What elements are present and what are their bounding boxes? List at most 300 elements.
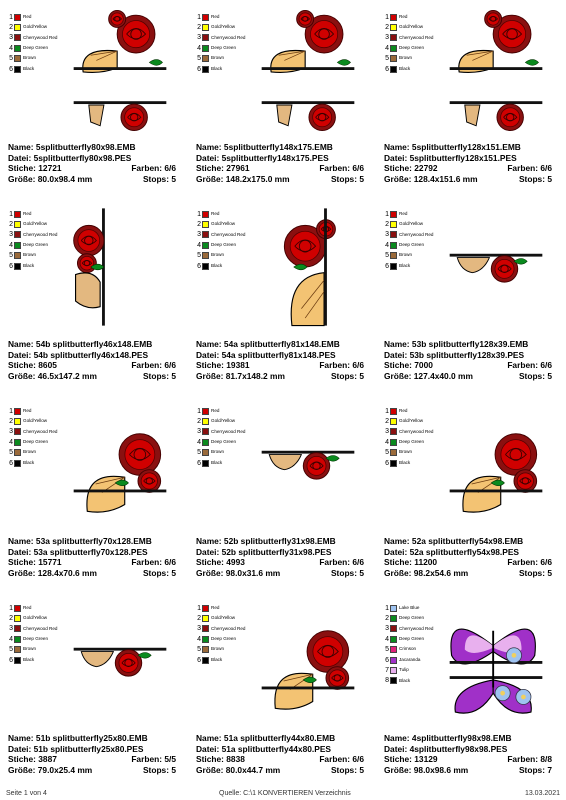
thread-swatch (202, 14, 209, 21)
design-size-row: Größe: 98.2x54.6 mm Stops: 5 (384, 567, 552, 578)
thread-number: 2 (385, 24, 389, 32)
design-info (8, 142, 176, 184)
design-card (2, 0, 182, 196)
thread-number: 1 (197, 407, 201, 415)
thread-number: 4 (197, 241, 201, 249)
thread-number: 3 (197, 231, 201, 239)
thread-swatch (14, 615, 21, 622)
thread-swatch (202, 605, 209, 612)
design-card (378, 591, 558, 787)
thread-swatch (390, 55, 397, 62)
thread-swatch (390, 439, 397, 446)
design-card (378, 0, 558, 196)
embroidery-preview (256, 6, 360, 134)
thread-number: 2 (197, 615, 201, 623)
thread-number: 2 (9, 221, 13, 229)
thread-name: Deep Green (211, 242, 237, 248)
print-date: 13.03.2021 (524, 790, 560, 797)
design-card (2, 394, 182, 590)
design-file: Datei: 54b splitbutterfly46x148.PES (8, 349, 149, 360)
thread-name: Black (211, 65, 223, 71)
thread-swatch (14, 242, 21, 249)
thread-name: Red (23, 210, 32, 216)
thread-swatch (390, 605, 397, 612)
thread-swatch (390, 24, 397, 31)
design-size-row: Größe: 46.5x147.2 mm Stops: 5 (8, 370, 176, 381)
thread-number: 2 (385, 615, 389, 623)
thread-number: 1 (9, 13, 13, 21)
design-card (378, 197, 558, 393)
thread-number: 4 (9, 438, 13, 446)
thread-swatch (202, 657, 209, 664)
thread-name: Black (211, 262, 223, 268)
design-name: Name: 51a splitbutterfly44x80.EMB (196, 733, 336, 743)
design-name: Name: 52a splitbutterfly54x98.EMB (384, 536, 524, 546)
thread-number: 1 (385, 210, 389, 218)
design-info (8, 339, 176, 381)
thread-swatch (202, 408, 209, 415)
thread-name: Deep Green (211, 439, 237, 445)
thread-name: Red (399, 13, 408, 19)
thread-name: Cherrywood Red (211, 428, 246, 434)
design-name: Name: 53a splitbutterfly70x128.EMB (8, 536, 152, 546)
thread-swatch (14, 657, 21, 664)
thread-swatch (390, 231, 397, 238)
thread-name: Cherrywood Red (23, 625, 58, 631)
thread-name: Brown (211, 449, 225, 455)
design-stitches-row: Stiche: 8838 Farben: 6/6 (196, 754, 364, 765)
thread-number: 5 (197, 252, 201, 260)
thread-swatch (390, 263, 397, 270)
thread-number: 4 (385, 241, 389, 249)
thread-number: 6 (197, 262, 201, 270)
thread-number: 5 (9, 55, 13, 63)
thread-name: Gold/Yellow (399, 221, 424, 227)
embroidery-preview (444, 400, 548, 528)
thread-swatch (14, 14, 21, 21)
thread-name: Gold/Yellow (211, 615, 236, 621)
design-card (2, 591, 182, 787)
thread-name: Gold/Yellow (211, 418, 236, 424)
thread-name: Black (399, 262, 411, 268)
design-name: Name: 5splitbutterfly148x175.EMB (196, 142, 333, 152)
thread-number: 3 (385, 34, 389, 42)
thread-number: 6 (9, 65, 13, 73)
thread-number: 6 (9, 656, 13, 664)
thread-name: Deep Green (399, 636, 425, 642)
design-name: Name: 54a splitbutterfly81x148.EMB (196, 339, 340, 349)
thread-swatch (202, 211, 209, 218)
thread-number: 3 (9, 625, 13, 633)
design-size-row: Größe: 98.0x98.6 mm Stops: 7 (384, 764, 552, 775)
thread-name: Crimson (399, 646, 417, 652)
thread-name: Brown (211, 252, 225, 258)
thread-number: 4 (9, 241, 13, 249)
thread-number: 4 (197, 44, 201, 52)
thread-name: Gold/Yellow (211, 24, 236, 30)
thread-name: Red (399, 407, 408, 413)
thread-name: Black (399, 459, 411, 465)
design-file: Datei: 5splitbutterfly128x151.PES (384, 152, 517, 163)
design-card (190, 197, 370, 393)
design-name: Name: 51b splitbutterfly25x80.EMB (8, 733, 148, 743)
thread-swatch (14, 428, 21, 435)
thread-swatch (390, 66, 397, 73)
thread-number: 4 (9, 44, 13, 52)
design-file: Datei: 52b splitbutterfly31x98.PES (196, 546, 332, 557)
design-size-row: Größe: 98.0x31.6 mm Stops: 5 (196, 567, 364, 578)
thread-swatch (390, 667, 397, 674)
thread-swatch (202, 615, 209, 622)
thread-swatch (390, 408, 397, 415)
thread-number: 3 (9, 428, 13, 436)
thread-name: Cherrywood Red (211, 625, 246, 631)
thread-name: Red (211, 604, 220, 610)
thread-number: 3 (9, 231, 13, 239)
thread-name: Deep Green (211, 45, 237, 51)
thread-number: 3 (197, 34, 201, 42)
design-file: Datei: 53a splitbutterfly70x128.PES (8, 546, 148, 557)
thread-name: Red (211, 13, 220, 19)
thread-swatch (202, 34, 209, 41)
thread-swatch (202, 449, 209, 456)
thread-name: Gold/Yellow (399, 418, 424, 424)
thread-swatch (14, 646, 21, 653)
thread-swatch (14, 408, 21, 415)
thread-number: 4 (9, 635, 13, 643)
thread-name: Brown (399, 252, 413, 258)
thread-name: Red (211, 407, 220, 413)
thread-number: 2 (197, 418, 201, 426)
thread-swatch (202, 252, 209, 259)
thread-name: Lake Blue (399, 604, 420, 610)
thread-swatch (202, 221, 209, 228)
thread-name: Black (399, 65, 411, 71)
thread-number: 4 (385, 44, 389, 52)
design-file: Datei: 51a splitbutterfly44x80.PES (196, 743, 331, 754)
thread-swatch (202, 45, 209, 52)
thread-number: 4 (385, 635, 389, 643)
thread-number: 6 (385, 65, 389, 73)
thread-swatch (14, 66, 21, 73)
design-info (384, 142, 552, 184)
thread-number: 6 (197, 656, 201, 664)
thread-number: 5 (197, 449, 201, 457)
thread-number: 7 (385, 667, 389, 675)
thread-number: 3 (385, 428, 389, 436)
design-stitches-row: Stiche: 13129 Farben: 8/8 (384, 754, 552, 765)
thread-name: Deep Green (399, 439, 425, 445)
thread-swatch (202, 439, 209, 446)
design-name: Name: 5splitbutterfly80x98.EMB (8, 142, 136, 152)
thread-name: Brown (23, 449, 37, 455)
thread-name: Cherrywood Red (23, 231, 58, 237)
thread-name: Gold/Yellow (211, 221, 236, 227)
thread-number: 2 (9, 24, 13, 32)
design-info (196, 142, 364, 184)
design-info (8, 536, 176, 578)
design-stitches-row: Stiche: 27961 Farben: 6/6 (196, 163, 364, 174)
design-info (196, 733, 364, 775)
thread-name: Deep Green (399, 615, 425, 621)
embroidery-preview (444, 6, 548, 134)
thread-swatch (202, 625, 209, 632)
design-info (8, 733, 176, 775)
thread-number: 5 (197, 55, 201, 63)
thread-swatch (390, 625, 397, 632)
thread-swatch (202, 460, 209, 467)
embroidery-preview (68, 203, 172, 331)
thread-swatch (14, 636, 21, 643)
thread-name: Red (23, 13, 32, 19)
thread-name: Red (23, 407, 32, 413)
thread-number: 5 (9, 449, 13, 457)
thread-number: 1 (385, 13, 389, 21)
thread-swatch (390, 221, 397, 228)
thread-number: 2 (197, 24, 201, 32)
design-size-row: Größe: 128.4x70.6 mm Stops: 5 (8, 567, 176, 578)
thread-name: Brown (211, 646, 225, 652)
design-stitches-row: Stiche: 7000 Farben: 6/6 (384, 360, 552, 371)
embroidery-preview (256, 203, 360, 331)
thread-number: 1 (385, 407, 389, 415)
thread-number: 6 (9, 459, 13, 467)
thread-swatch (202, 646, 209, 653)
source-directory: Quelle: C:\1 KONVERTIEREN Verzeichnis (219, 790, 351, 797)
thread-swatch (390, 211, 397, 218)
design-info (384, 536, 552, 578)
design-size-row: Größe: 80.0x98.4 mm Stops: 5 (8, 173, 176, 184)
design-file: Datei: 54a splitbutterfly81x148.PES (196, 349, 336, 360)
thread-swatch (390, 252, 397, 259)
thread-number: 2 (385, 418, 389, 426)
thread-swatch (202, 231, 209, 238)
thread-name: Deep Green (23, 242, 49, 248)
design-info (196, 536, 364, 578)
thread-name: Cherrywood Red (399, 34, 434, 40)
thread-name: Cherrywood Red (399, 625, 434, 631)
thread-swatch (14, 45, 21, 52)
design-card (2, 197, 182, 393)
design-file: Datei: 51b splitbutterfly25x80.PES (8, 743, 144, 754)
thread-number: 1 (197, 210, 201, 218)
page-number: Seite 1 von 4 (6, 790, 47, 797)
design-size-row: Größe: 81.7x148.2 mm Stops: 5 (196, 370, 364, 381)
thread-name: Deep Green (23, 636, 49, 642)
thread-swatch (390, 242, 397, 249)
thread-number: 6 (197, 459, 201, 467)
thread-number: 6 (197, 65, 201, 73)
thread-number: 1 (9, 407, 13, 415)
thread-swatch (14, 449, 21, 456)
thread-swatch (390, 677, 397, 684)
design-info (384, 339, 552, 381)
thread-name: Brown (399, 55, 413, 61)
thread-number: 2 (197, 221, 201, 229)
thread-number: 5 (385, 252, 389, 260)
design-file: Datei: 5splitbutterfly148x175.PES (196, 152, 329, 163)
thread-swatch (202, 428, 209, 435)
thread-number: 6 (385, 459, 389, 467)
thread-name: Brown (211, 55, 225, 61)
thread-number: 3 (385, 625, 389, 633)
thread-name: Jacaranda (399, 656, 421, 662)
thread-name: Deep Green (23, 439, 49, 445)
design-card (378, 394, 558, 590)
embroidery-preview (68, 400, 172, 528)
design-size-row: Größe: 128.4x151.6 mm Stops: 5 (384, 173, 552, 184)
thread-number: 1 (197, 604, 201, 612)
thread-swatch (14, 24, 21, 31)
thread-number: 1 (385, 604, 389, 612)
thread-name: Brown (399, 449, 413, 455)
design-size-row: Größe: 148.2x175.0 mm Stops: 5 (196, 173, 364, 184)
design-stitches-row: Stiche: 22792 Farben: 6/6 (384, 163, 552, 174)
design-file: Datei: 52a splitbutterfly54x98.PES (384, 546, 519, 557)
design-card (190, 0, 370, 196)
thread-number: 5 (385, 449, 389, 457)
thread-swatch (390, 34, 397, 41)
thread-number: 2 (385, 221, 389, 229)
thread-name: Black (211, 656, 223, 662)
thread-swatch (14, 252, 21, 259)
thread-name: Deep Green (399, 242, 425, 248)
thread-name: Red (211, 210, 220, 216)
thread-number: 5 (385, 646, 389, 654)
design-name: Name: 5splitbutterfly128x151.EMB (384, 142, 521, 152)
design-stitches-row: Stiche: 11200 Farben: 6/6 (384, 557, 552, 568)
design-stitches-row: Stiche: 3887 Farben: 5/5 (8, 754, 176, 765)
thread-name: Deep Green (211, 636, 237, 642)
design-name: Name: 54b splitbutterfly46x148.EMB (8, 339, 153, 349)
thread-number: 3 (197, 625, 201, 633)
thread-swatch (202, 55, 209, 62)
thread-name: Deep Green (23, 45, 49, 51)
thread-number: 1 (9, 210, 13, 218)
thread-name: Black (23, 262, 35, 268)
thread-swatch (202, 242, 209, 249)
thread-number: 1 (9, 604, 13, 612)
thread-swatch (14, 460, 21, 467)
thread-name: Cherrywood Red (399, 231, 434, 237)
thread-name: Tulip (399, 667, 409, 673)
thread-swatch (202, 66, 209, 73)
thread-name: Cherrywood Red (23, 428, 58, 434)
embroidery-preview (256, 400, 360, 528)
thread-swatch (14, 211, 21, 218)
thread-name: Gold/Yellow (23, 615, 48, 621)
thread-swatch (14, 439, 21, 446)
thread-swatch (14, 263, 21, 270)
thread-number: 6 (385, 656, 389, 664)
thread-name: Cherrywood Red (211, 231, 246, 237)
thread-name: Black (399, 677, 411, 683)
thread-swatch (390, 14, 397, 21)
thread-swatch (390, 449, 397, 456)
thread-number: 3 (385, 231, 389, 239)
design-name: Name: 53b splitbutterfly128x39.EMB (384, 339, 529, 349)
thread-number: 6 (9, 262, 13, 270)
thread-name: Cherrywood Red (211, 34, 246, 40)
design-info (196, 339, 364, 381)
thread-swatch (14, 231, 21, 238)
thread-swatch (202, 636, 209, 643)
thread-swatch (390, 45, 397, 52)
embroidery-preview (68, 6, 172, 134)
thread-number: 8 (385, 677, 389, 685)
thread-swatch (390, 657, 397, 664)
thread-number: 3 (197, 428, 201, 436)
thread-name: Cherrywood Red (399, 428, 434, 434)
design-info (384, 733, 552, 775)
design-name: Name: 4splitbutterfly98x98.EMB (384, 733, 512, 743)
thread-name: Black (23, 459, 35, 465)
thread-name: Gold/Yellow (23, 24, 48, 30)
thread-name: Gold/Yellow (23, 418, 48, 424)
thread-swatch (14, 34, 21, 41)
design-size-row: Größe: 80.0x44.7 mm Stops: 5 (196, 764, 364, 775)
thread-swatch (14, 605, 21, 612)
embroidery-preview (68, 597, 172, 725)
design-card (190, 591, 370, 787)
design-stitches-row: Stiche: 4993 Farben: 6/6 (196, 557, 364, 568)
thread-swatch (14, 418, 21, 425)
design-size-row: Größe: 127.4x40.0 mm Stops: 5 (384, 370, 552, 381)
thread-swatch (202, 418, 209, 425)
thread-name: Black (23, 656, 35, 662)
thread-name: Black (211, 459, 223, 465)
thread-number: 1 (197, 13, 201, 21)
thread-name: Gold/Yellow (23, 221, 48, 227)
thread-number: 3 (9, 34, 13, 42)
thread-name: Brown (23, 646, 37, 652)
thread-name: Brown (23, 55, 37, 61)
design-name: Name: 52b splitbutterfly31x98.EMB (196, 536, 336, 546)
thread-swatch (390, 418, 397, 425)
thread-swatch (390, 460, 397, 467)
design-file: Datei: 4splitbutterfly98x98.PES (384, 743, 508, 754)
thread-name: Black (23, 65, 35, 71)
design-file: Datei: 53b splitbutterfly128x39.PES (384, 349, 525, 360)
design-card (190, 394, 370, 590)
design-stitches-row: Stiche: 8605 Farben: 6/6 (8, 360, 176, 371)
thread-name: Brown (23, 252, 37, 258)
embroidery-preview (256, 597, 360, 725)
embroidery-preview (444, 597, 548, 725)
thread-swatch (14, 221, 21, 228)
thread-number: 2 (9, 615, 13, 623)
thread-name: Gold/Yellow (399, 24, 424, 30)
design-file: Datei: 5splitbutterfly80x98.PES (8, 152, 132, 163)
thread-swatch (390, 636, 397, 643)
thread-swatch (202, 24, 209, 31)
thread-swatch (390, 428, 397, 435)
thread-name: Red (23, 604, 32, 610)
page-footer (0, 788, 566, 800)
thread-number: 4 (197, 438, 201, 446)
thread-number: 6 (385, 262, 389, 270)
thread-name: Cherrywood Red (23, 34, 58, 40)
thread-number: 5 (9, 646, 13, 654)
thread-number: 5 (9, 252, 13, 260)
embroidery-preview (444, 203, 548, 331)
thread-number: 5 (385, 55, 389, 63)
thread-name: Red (399, 210, 408, 216)
thread-name: Deep Green (399, 45, 425, 51)
thread-number: 4 (385, 438, 389, 446)
thread-swatch (390, 646, 397, 653)
thread-number: 2 (9, 418, 13, 426)
